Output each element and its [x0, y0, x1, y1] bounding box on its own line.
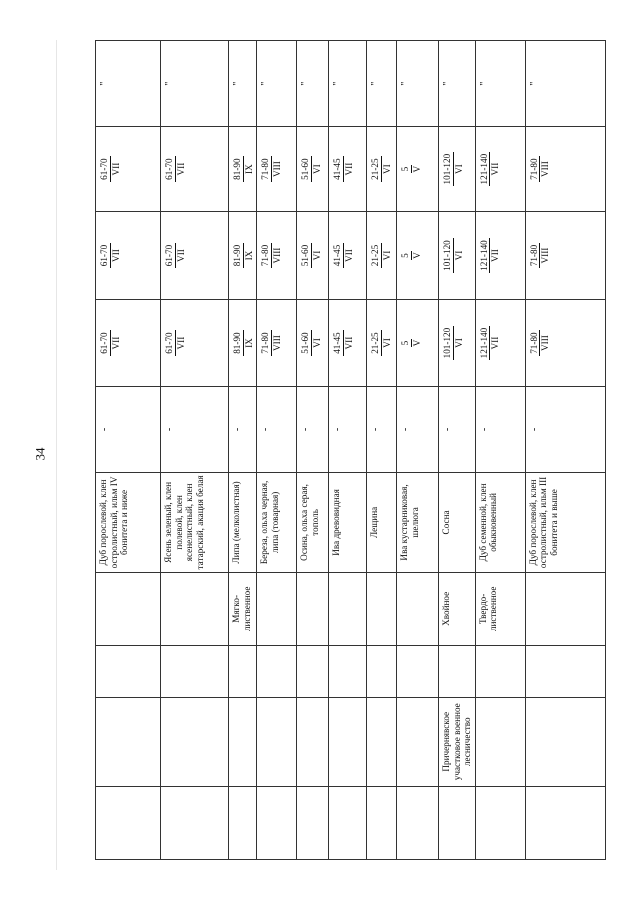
age-range: 21-25 — [370, 158, 381, 180]
age-class: IX — [243, 338, 254, 348]
age-cell-1 — [525, 300, 605, 386]
empty-cell — [161, 786, 229, 859]
age-cell-3 — [525, 127, 605, 211]
age-class: VI — [311, 250, 322, 261]
empty-cell — [96, 786, 161, 859]
age-class: VI — [381, 250, 392, 261]
age-range: 61-70 — [99, 158, 109, 180]
age-range: 21-25 — [370, 244, 381, 267]
age-cell-3 — [367, 127, 397, 211]
species-cell: Сосна — [439, 473, 476, 572]
group-cell — [297, 572, 329, 645]
age-class: VIII — [271, 161, 282, 178]
empty-cell — [329, 786, 367, 859]
age-range: 71-80 — [260, 158, 271, 180]
empty-cell — [257, 786, 297, 859]
group-cell — [329, 572, 367, 645]
ditto-cell: " — [161, 41, 229, 127]
species-cell: Береза, ольха черная, липа (товарная) — [257, 473, 297, 572]
age-cell-2 — [229, 211, 257, 300]
empty-cell — [475, 646, 525, 698]
table-row — [161, 41, 229, 860]
empty-cell — [367, 786, 397, 859]
species-cell: Ива кустарниковая, шелюга — [397, 473, 439, 572]
group-cell — [525, 572, 605, 645]
ditto-cell: " — [439, 41, 476, 127]
age-cell-2 — [439, 211, 476, 300]
age-range: 5 — [400, 253, 411, 258]
age-cell-1 — [475, 300, 525, 386]
age-class: VII — [175, 162, 186, 176]
age-range: 71-80 — [528, 244, 539, 267]
age-class: VIII — [540, 247, 551, 264]
age-cell-2 — [329, 211, 367, 300]
table-body — [96, 41, 606, 860]
empty-cell — [525, 786, 605, 859]
age-cell-2 — [367, 211, 397, 300]
age-range: 71-80 — [260, 332, 271, 354]
forestry-cell — [297, 697, 329, 786]
dash-cell: - — [475, 386, 525, 472]
group-cell — [397, 572, 439, 645]
scan-artifact-line — [56, 40, 57, 870]
species-cell: Ива древовидная — [329, 473, 367, 572]
empty-cell — [161, 646, 229, 698]
ditto-cell: " — [475, 41, 525, 127]
dash-cell: - — [297, 386, 329, 472]
empty-cell — [397, 786, 439, 859]
table-row — [367, 41, 397, 860]
age-class: VII — [110, 162, 121, 176]
age-class: VII — [175, 249, 186, 262]
age-cell-1 — [257, 300, 297, 386]
dash-cell: - — [257, 386, 297, 472]
species-cell: Ясень зеленый, клен полевой, клен ясенелистный, клен татарский, акация белая — [161, 473, 229, 572]
age-class: VI — [381, 338, 392, 348]
age-range: 51-60 — [300, 332, 311, 354]
age-class: VIII — [271, 247, 282, 264]
age-class: VI — [453, 338, 464, 348]
age-class: IX — [243, 164, 254, 174]
dash-cell: - — [367, 386, 397, 472]
age-cell-1 — [367, 300, 397, 386]
age-class: VI — [381, 164, 392, 174]
species-cell: Осина, ольха серая, тополь — [297, 473, 329, 572]
age-range: 5 — [400, 166, 411, 172]
age-class: VI — [453, 250, 464, 261]
ditto-cell: " — [297, 41, 329, 127]
age-cell-2 — [161, 211, 229, 300]
species-cell: Дуб порослевой, клен остролистный, ильм IV бонитета и ниже — [96, 473, 161, 572]
group-cell — [367, 572, 397, 645]
table-row — [297, 41, 329, 860]
age-cell-1 — [297, 300, 329, 386]
empty-cell — [439, 786, 476, 859]
age-range: 41-45 — [332, 244, 343, 267]
age-range: 71-80 — [528, 158, 539, 180]
age-range: 61-70 — [99, 332, 109, 354]
age-cell-2 — [96, 211, 161, 300]
rotated-table-wrapper — [95, 40, 560, 860]
dash-cell: - — [96, 386, 161, 472]
age-cell-3 — [257, 127, 297, 211]
ditto-cell: " — [367, 41, 397, 127]
age-class: VIII — [540, 161, 551, 178]
age-range: 81-90 — [232, 244, 242, 267]
empty-cell — [297, 786, 329, 859]
table-row — [329, 41, 367, 860]
forestry-cell — [229, 697, 257, 786]
empty-cell — [439, 646, 476, 698]
age-cell-1 — [161, 300, 229, 386]
forestry-cell — [367, 697, 397, 786]
group-cell: Твердо- лиственное — [475, 572, 525, 645]
age-range: 51-60 — [300, 244, 311, 267]
age-range: 101-120 — [442, 240, 453, 271]
age-cell-1 — [229, 300, 257, 386]
age-range: 71-80 — [260, 244, 271, 267]
forestry-cell — [397, 697, 439, 786]
group-cell — [257, 572, 297, 645]
empty-cell — [525, 646, 605, 698]
age-range: 41-45 — [332, 158, 343, 180]
age-cell-1 — [397, 300, 439, 386]
species-cell: Лещина — [367, 473, 397, 572]
age-cell-3 — [475, 127, 525, 211]
forestry-cell: Причернявское участковое военное лесничество — [439, 697, 476, 786]
empty-cell — [397, 646, 439, 698]
age-class: VI — [453, 164, 464, 174]
age-range: 101-120 — [442, 327, 453, 359]
ditto-cell: " — [229, 41, 257, 127]
age-cell-1 — [329, 300, 367, 386]
species-cell: Дуб семенной, клен обыкновенный — [475, 473, 525, 572]
age-range: 5 — [400, 340, 411, 346]
forestry-cell — [329, 697, 367, 786]
age-range: 81-90 — [232, 332, 242, 354]
age-range: 61-70 — [99, 244, 109, 267]
empty-cell — [229, 646, 257, 698]
age-range: 61-70 — [164, 332, 174, 354]
age-range: 101-120 — [442, 153, 453, 185]
age-range: 61-70 — [164, 244, 174, 267]
ditto-cell: " — [257, 41, 297, 127]
age-range: 41-45 — [332, 332, 343, 354]
species-cell: Липа (мелколистная) — [229, 473, 257, 572]
dash-cell: - — [329, 386, 367, 472]
forestry-cell — [161, 697, 229, 786]
empty-cell — [329, 646, 367, 698]
forestry-cell — [96, 697, 161, 786]
group-cell: Мягко- лиственное — [229, 572, 257, 645]
age-cell-3 — [161, 127, 229, 211]
forestry-cell — [525, 697, 605, 786]
table-row — [397, 41, 439, 860]
age-range: 121-140 — [478, 327, 489, 359]
table-row — [257, 41, 297, 860]
age-class: VII — [110, 249, 121, 262]
age-cell-3 — [329, 127, 367, 211]
dash-cell: - — [161, 386, 229, 472]
table-row — [475, 41, 525, 860]
empty-cell — [257, 646, 297, 698]
empty-cell — [367, 646, 397, 698]
dash-cell: - — [229, 386, 257, 472]
age-class: VII — [110, 336, 121, 350]
age-class: V — [411, 339, 422, 347]
ditto-cell: " — [96, 41, 161, 127]
empty-cell — [229, 786, 257, 859]
species-cell: Дуб порослевой, клен остролистный, ильм III бонитета и выше — [525, 473, 605, 572]
age-cell-2 — [475, 211, 525, 300]
forest-age-table — [95, 40, 606, 860]
age-range: 81-90 — [232, 158, 242, 180]
age-class: VII — [490, 249, 501, 262]
table-row — [525, 41, 605, 860]
forestry-cell — [475, 697, 525, 786]
empty-cell — [475, 786, 525, 859]
age-class: VI — [311, 338, 322, 348]
age-cell-3 — [297, 127, 329, 211]
age-range: 121-140 — [478, 153, 489, 185]
age-cell-3 — [96, 127, 161, 211]
ditto-cell: " — [329, 41, 367, 127]
group-cell: Хвойное — [439, 572, 476, 645]
dash-cell: - — [439, 386, 476, 472]
page-number: 34 — [32, 447, 48, 461]
group-cell — [161, 572, 229, 645]
age-class: VII — [490, 162, 501, 176]
age-class: VIII — [271, 335, 282, 351]
age-class: VII — [343, 162, 354, 176]
table-row — [229, 41, 257, 860]
age-class: V — [411, 252, 422, 259]
age-range: 121-140 — [478, 240, 489, 271]
table-row — [439, 41, 476, 860]
age-range: 21-25 — [370, 332, 381, 354]
age-class: VI — [311, 164, 322, 174]
age-class: VIII — [540, 335, 551, 351]
age-class: IX — [243, 250, 254, 261]
age-cell-3 — [397, 127, 439, 211]
age-cell-1 — [439, 300, 476, 386]
age-class: VII — [175, 336, 186, 350]
ditto-cell: " — [525, 41, 605, 127]
dash-cell: - — [397, 386, 439, 472]
table-row — [96, 41, 161, 860]
age-class: VII — [490, 336, 501, 350]
dash-cell: - — [525, 386, 605, 472]
forestry-cell — [257, 697, 297, 786]
group-cell — [96, 572, 161, 645]
age-cell-2 — [525, 211, 605, 300]
age-cell-3 — [229, 127, 257, 211]
age-range: 61-70 — [164, 158, 174, 180]
age-cell-1 — [96, 300, 161, 386]
age-range: 71-80 — [528, 332, 539, 354]
age-class: V — [411, 165, 422, 173]
empty-cell — [96, 646, 161, 698]
age-cell-2 — [397, 211, 439, 300]
age-class: VII — [343, 249, 354, 262]
age-cell-2 — [257, 211, 297, 300]
age-range: 51-60 — [300, 158, 311, 180]
age-class: VII — [343, 336, 354, 350]
empty-cell — [297, 646, 329, 698]
ditto-cell: " — [397, 41, 439, 127]
age-cell-2 — [297, 211, 329, 300]
age-cell-3 — [439, 127, 476, 211]
